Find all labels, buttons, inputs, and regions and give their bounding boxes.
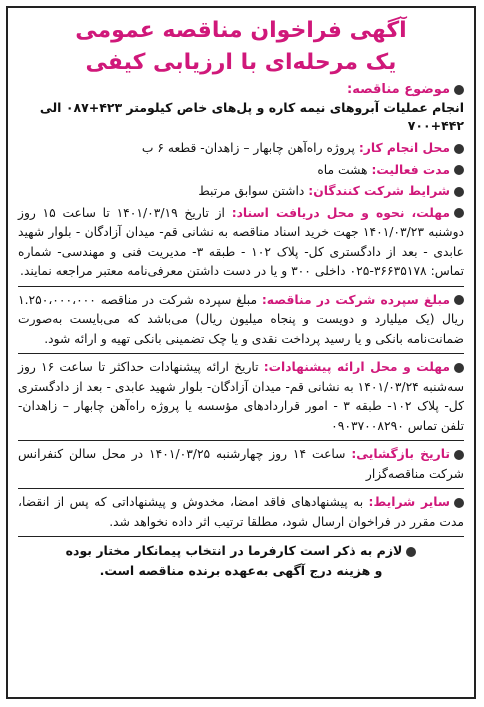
bullet-icon: [454, 498, 464, 508]
footer-note: لازم به ذکر است کارفرما در انتخاب پیمانکار مختار بوده و هزینه درج آگهی به‌عهده برنده مناقصه است.: [18, 541, 464, 581]
section-deposit: مبلغ سپرده شرکت در مناقصه: مبلغ سپرده شرکت در مناقصه ۱.۲۵۰،۰۰۰،۰۰۰ ریال (یک میلیارد و دویست و پنجاه میلیون ریال) می‌باشد که می‌بایست به‌صورت ضمانت‌نامه بانکی و یا رسید پرداخت نقدی و یا چک تضمینی بانکی تهیه و ارائه شود.: [18, 292, 464, 346]
bullet-icon: [454, 165, 464, 175]
topic-label: موضوع مناقصه:: [18, 82, 464, 97]
bullet-icon: [454, 363, 464, 373]
topic-text: انجام عملیات آبروهای نیمه کاره و پل‌های خاص کیلومتر ۴۲۳+۰۸۷ الی ۴۴۲+۷۰۰: [39, 100, 464, 133]
section-duration: مدت فعالیت: هشت ماه: [18, 161, 464, 181]
section-work-location: محل انجام کار: پروژه راه‌آهن چابهار – زاهدان- قطعه ۶ ب: [18, 139, 464, 159]
divider: [18, 488, 464, 489]
bullet-icon: [454, 208, 464, 218]
bullet-icon: [454, 144, 464, 154]
divider: [18, 353, 464, 354]
bullet-icon: [454, 295, 464, 305]
title-line-2: یک مرحله‌ای با ارزیابی کیفی: [85, 50, 397, 75]
section-participant-conditions: شرایط شرکت کنندگان: داشتن سوابق مرتبط: [18, 182, 464, 202]
bullet-icon: [406, 547, 416, 557]
divider: [18, 536, 464, 537]
section-opening-date: تاریخ بازگشایی: ساعت ۱۴ روز چهارشنبه ۱۴۰۱/۰۳/۲۵ در محل سالن کنفرانس شرکت مناقصه‌گزار: [18, 447, 464, 481]
divider: [18, 440, 464, 441]
bullet-icon: [454, 187, 464, 197]
section-document-receipt: مهلت، نحوه و محل دریافت اسناد: از تاریخ ۱۴۰۱/۰۳/۱۹ تا ساعت ۱۵ روز دوشنبه ۱۴۰۱/۰۳/۲۳ جهت خرید اسناد مناقصه به نشانی قم- میدان آزادگان - بلوار شهید عابدی - بعد از دادگستری کل- پلاک ۱۰۲ - طبقه ۳- مدیریت فنی و مهندسی- شماره تماس: ۳۶۶۳۵۱۷۸-۰۲۵ داخلی ۳۰۰ و یا در دست داشتن معرفی‌نامه معتبر مراجعه نمایند.: [18, 205, 465, 278]
bullet-icon: [454, 450, 464, 460]
advertisement-frame: [6, 6, 476, 699]
section-other-conditions: سایر شرایط: به پیشنهادهای فاقد امضا، مخدوش و پیشنهاداتی که پس از انقضا، مدت مقرر در فراخوان ارسال شود، مطلقا ترتیب اثر داده نخواهد شد.: [18, 495, 464, 529]
title-line-1: آگهی فراخوان مناقصه عمومی: [75, 18, 407, 43]
section-proposal-submission: مهلت و محل ارائه پیشنهادات: تاریخ ارائه پیشنهادات حداکثر تا ساعت ۱۶ روز سه‌شنبه ۱۴۰۱/۰۳/۲۴ به نشانی قم- میدان آزادگان- بلوار شهید عابدی - بعد از دادگستری کل- پلاک ۱۰۲- طبقه ۳ - امور قراردادهای مؤسسه یا پروژه راه‌آهن چابهار – زاهدان- تلفن تماس ۰۹۰۳۷۰۰۸۲۹۰: [18, 360, 464, 433]
bullet-icon: [454, 85, 464, 95]
divider: [18, 286, 464, 287]
